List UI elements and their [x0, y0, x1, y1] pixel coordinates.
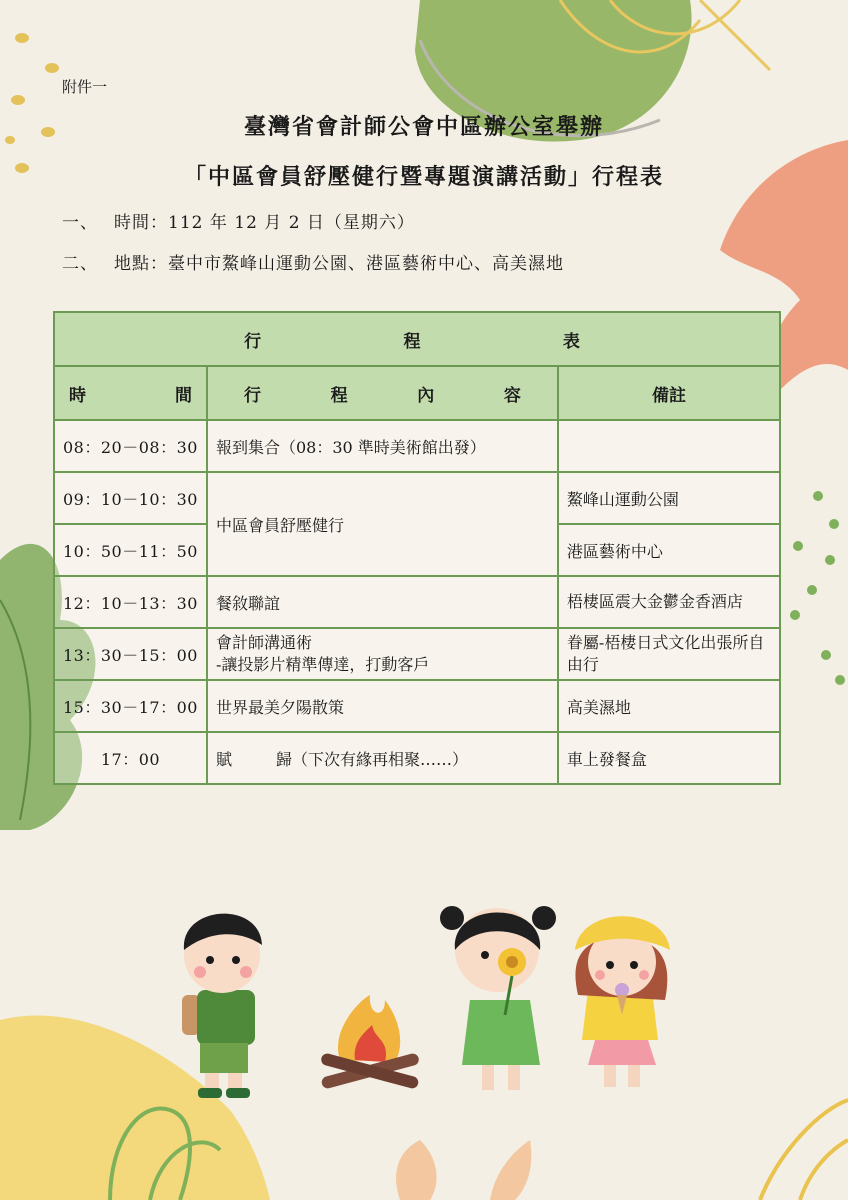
info-location: [62, 249, 564, 274]
row-time: 09：10－10：30: [54, 472, 207, 524]
boy-illustration: [182, 914, 262, 1098]
col-header-content: [207, 366, 558, 420]
col-header-note: 備註: [558, 366, 780, 420]
row-time: 08：20－08：30: [54, 420, 207, 472]
row-time: 15：30－17：00: [54, 680, 207, 732]
table-row: [54, 420, 780, 472]
col-header-time: [54, 366, 207, 420]
row-time: 17：00: [54, 732, 207, 784]
content-line: 會計師溝通術: [215, 633, 312, 652]
row-content: 中區會員舒壓健行: [207, 472, 558, 576]
document-title-organizer: 臺灣省會計師公會中區辦公室舉辦: [243, 114, 604, 140]
content-part: 賦: [215, 749, 232, 769]
banner-char: 行: [244, 331, 262, 352]
row-note: 鰲峰山運動公園: [558, 472, 780, 524]
row-content: 報到集合（08：30 準時美術館出發）: [207, 420, 558, 472]
header-char: 程: [330, 385, 348, 406]
info-time: [62, 208, 415, 233]
header-char: 行: [243, 385, 261, 406]
info-text: 時間：112 年 12 月 2 日（星期六）: [114, 213, 415, 233]
row-note: 車上發餐盒: [558, 732, 780, 784]
table-header-row: [54, 366, 780, 420]
row-content: 餐敘聯誼: [207, 576, 558, 628]
banner-char: 程: [403, 331, 421, 352]
row-note: 高美濕地: [558, 680, 780, 732]
info-number: 一、: [62, 213, 98, 233]
table-banner: [54, 312, 780, 366]
info-number: 二、: [62, 254, 98, 274]
table-row: [54, 628, 780, 680]
girl-with-sunflower-illustration: [440, 906, 556, 1090]
header-char: 容: [503, 385, 521, 406]
row-time: 10：50－11：50: [54, 524, 207, 576]
table-row: [54, 472, 780, 524]
content-line: -讓投影片精準傳達，打動客戶: [215, 655, 430, 674]
info-text: 地點：臺中市鰲峰山運動公園、港區藝術中心、高美濕地: [114, 254, 564, 274]
row-note: [558, 420, 780, 472]
header-char: 時: [69, 385, 86, 406]
green-dots: [790, 491, 845, 685]
girl-with-icecream-illustration: [575, 916, 670, 1087]
row-time: 13：30－15：00: [54, 628, 207, 680]
row-note: 眷屬-梧棲日式文化出張所自由行: [558, 628, 780, 680]
header-char: 間: [174, 385, 192, 406]
table-row: [54, 680, 780, 732]
row-content: [207, 628, 558, 680]
banner-char: 表: [562, 331, 580, 352]
document-title-event: 「中區會員舒壓健行暨專題演講活動」行程表: [183, 164, 664, 190]
table-row: [54, 732, 780, 784]
table-banner-row: [54, 312, 780, 366]
row-content: 世界最美夕陽散策: [207, 680, 558, 732]
header-char: 內: [417, 385, 435, 406]
row-content: [207, 732, 558, 784]
campfire-illustration: [320, 995, 420, 1090]
content-part: 歸（下次有緣再相聚……）: [276, 749, 469, 769]
table-row: [54, 576, 780, 628]
yellow-dots: [5, 33, 59, 173]
row-time: 12：10－13：30: [54, 576, 207, 628]
row-note: 梧棲區震大金鬱金香酒店: [558, 576, 780, 628]
attachment-label: 附件一: [62, 78, 108, 96]
row-note: 港區藝術中心: [558, 524, 780, 576]
schedule-table: [53, 311, 781, 785]
